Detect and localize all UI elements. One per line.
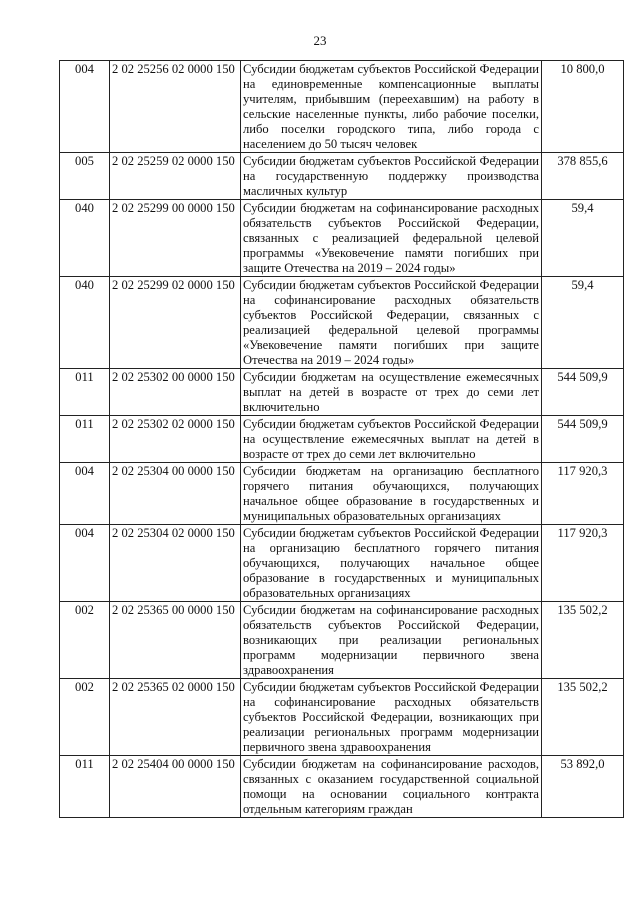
revenue-name-cell: Субсидии бюджетам субъектов Российской Федерации на софинансирование расходных обязательств субъектов Российской Федерации, возникающих при реализации региональных программ модернизации первичного звена здравоохранения — [241, 679, 542, 756]
table-row — [60, 602, 624, 679]
table-row — [60, 200, 624, 277]
revenue-code-cell: 2 02 25404 00 0000 150 — [110, 756, 241, 818]
revenue-name-cell: Субсидии бюджетам субъектов Российской Федерации на единовременные компенсационные выплаты учителям, прибывшим (переехавшим) на работу в сельские населенные пункты, либо рабочие поселки, либо поселки городского типа, либо города с населением до 50 тысяч человек — [241, 61, 542, 153]
table-row — [60, 463, 624, 525]
admin-code-cell: 002 — [60, 679, 110, 756]
amount-cell: 117 920,3 — [542, 525, 624, 602]
revenue-name-cell: Субсидии бюджетам субъектов Российской Федерации на осуществление ежемесячных выплат на детей в возрасте от трех до семи лет включительно — [241, 416, 542, 463]
revenue-name-cell: Субсидии бюджетам на осуществление ежемесячных выплат на детей в возрасте от трех до семи лет включительно — [241, 369, 542, 416]
table-row — [60, 416, 624, 463]
admin-code-cell: 002 — [60, 602, 110, 679]
amount-cell: 544 509,9 — [542, 369, 624, 416]
admin-code-cell: 004 — [60, 463, 110, 525]
revenue-name-cell: Субсидии бюджетам на софинансирование расходных обязательств субъектов Российской Федерации, возникающих при реализации региональных программ модернизации первичного звена здравоохранения — [241, 602, 542, 679]
admin-code-cell: 040 — [60, 277, 110, 369]
revenue-code-cell: 2 02 25299 00 0000 150 — [110, 200, 241, 277]
revenue-code-cell: 2 02 25304 00 0000 150 — [110, 463, 241, 525]
admin-code-cell: 040 — [60, 200, 110, 277]
amount-cell: 59,4 — [542, 200, 624, 277]
revenue-code-cell: 2 02 25304 02 0000 150 — [110, 525, 241, 602]
revenue-name-cell: Субсидии бюджетам субъектов Российской Федерации на организацию бесплатного горячего питания обучающихся, получающих начальное общее образование в государственных и муниципальных образовательных организациях — [241, 525, 542, 602]
table-row — [60, 679, 624, 756]
admin-code-cell: 011 — [60, 369, 110, 416]
revenue-code-cell: 2 02 25302 02 0000 150 — [110, 416, 241, 463]
amount-cell: 544 509,9 — [542, 416, 624, 463]
revenue-code-cell: 2 02 25256 02 0000 150 — [110, 61, 241, 153]
admin-code-cell: 005 — [60, 153, 110, 200]
amount-cell: 10 800,0 — [542, 61, 624, 153]
revenue-code-cell: 2 02 25299 02 0000 150 — [110, 277, 241, 369]
table-row — [60, 277, 624, 369]
revenue-name-cell: Субсидии бюджетам на софинансирование расходных обязательств субъектов Российской Федерации, связанных с реализацией федеральной целевой программы «Увековечение памяти погибших при защите Отечества на 2019 – 2024 годы» — [241, 200, 542, 277]
table-row — [60, 756, 624, 818]
admin-code-cell: 011 — [60, 416, 110, 463]
amount-cell: 53 892,0 — [542, 756, 624, 818]
revenue-name-cell: Субсидии бюджетам субъектов Российской Федерации на государственную поддержку производства масличных культур — [241, 153, 542, 200]
table-row — [60, 153, 624, 200]
revenue-name-cell: Субсидии бюджетам на организацию бесплатного горячего питания обучающихся, получающих начальное общее образование в государственных и муниципальных образовательных организациях — [241, 463, 542, 525]
table-row — [60, 61, 624, 153]
page-number: 23 — [313, 33, 327, 48]
revenue-code-cell: 2 02 25365 02 0000 150 — [110, 679, 241, 756]
revenue-name-cell: Субсидии бюджетам на софинансирование расходов, связанных с оказанием государственной социальной помощи на основании социального контракта отдельным категориям граждан — [241, 756, 542, 818]
table-row — [60, 525, 624, 602]
revenue-code-cell: 2 02 25365 00 0000 150 — [110, 602, 241, 679]
table-row — [60, 369, 624, 416]
amount-cell: 135 502,2 — [542, 602, 624, 679]
revenue-name-cell: Субсидии бюджетам субъектов Российской Федерации на софинансирование расходных обязательств субъектов Российской Федерации, связанных с реализацией федеральной целевой программы «Увековечение памяти погибших при защите Отечества на 2019 – 2024 годы» — [241, 277, 542, 369]
admin-code-cell: 004 — [60, 61, 110, 153]
admin-code-cell: 011 — [60, 756, 110, 818]
table-body — [60, 61, 624, 818]
amount-cell: 117 920,3 — [542, 463, 624, 525]
revenue-code-cell: 2 02 25259 02 0000 150 — [110, 153, 241, 200]
amount-cell: 378 855,6 — [542, 153, 624, 200]
admin-code-cell: 004 — [60, 525, 110, 602]
amount-cell: 59,4 — [542, 277, 624, 369]
budget-revenue-table — [59, 60, 624, 818]
amount-cell: 135 502,2 — [542, 679, 624, 756]
revenue-code-cell: 2 02 25302 00 0000 150 — [110, 369, 241, 416]
